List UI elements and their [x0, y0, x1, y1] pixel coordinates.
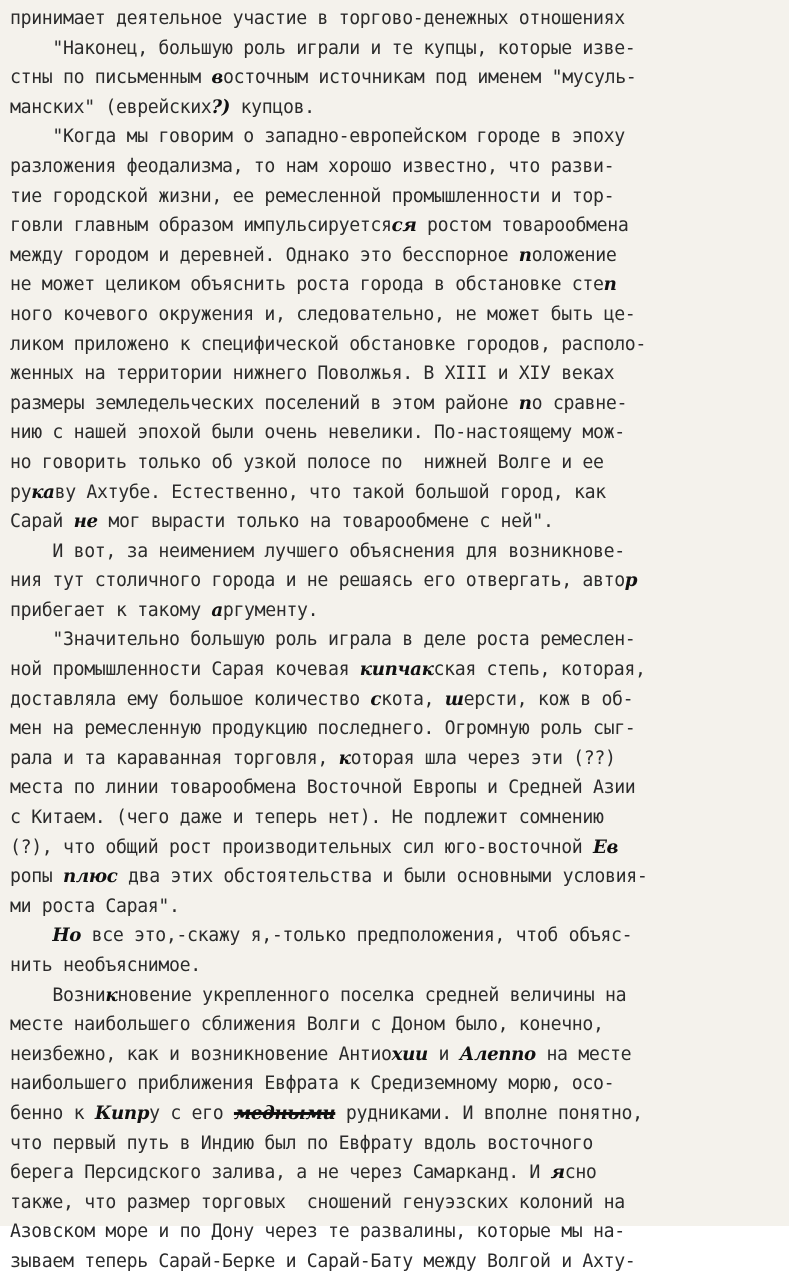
text-line	[10, 300, 785, 330]
typed-text: купцов.	[229, 96, 315, 118]
typed-text: ру	[10, 481, 32, 503]
handwritten-correction: хии	[391, 1043, 428, 1065]
handwritten-correction: Но	[52, 925, 82, 947]
typed-text: ростом товарообмена	[416, 215, 629, 237]
typed-text: говли главным образом импульсируется	[10, 215, 392, 237]
handwritten-correction: Ев	[593, 836, 619, 858]
text-line	[10, 537, 785, 567]
typed-text: сно	[564, 1162, 597, 1184]
text-line	[10, 892, 785, 922]
text-line	[10, 862, 785, 892]
typed-text: о сравне-	[531, 392, 628, 414]
text-line	[10, 803, 785, 833]
typed-text: и	[427, 1043, 460, 1065]
handwritten-correction: в	[211, 67, 224, 89]
text-line	[10, 744, 785, 774]
text-line	[10, 418, 785, 448]
handwritten-correction: ка	[31, 481, 55, 503]
text-line	[10, 478, 785, 508]
text-line	[10, 1188, 785, 1218]
typed-text: что первый путь в Индию был по Евфрату вдоль восточного	[10, 1132, 593, 1154]
typed-text: зываем теперь Сарай-Берке и Сарай-Бату между Волгой и Ахту-	[10, 1250, 636, 1272]
typed-text: (?), что общий рост производительных сил юго-восточной	[10, 836, 593, 858]
text-line	[10, 1010, 785, 1040]
typed-text: оторая шла через эти (??)	[350, 747, 616, 769]
text-line	[10, 981, 785, 1011]
typed-text: доставляла ему большое количество	[10, 688, 371, 710]
typed-text: ская степь, которая,	[433, 659, 646, 681]
text-line	[10, 773, 785, 803]
typed-text: ми роста Сарая".	[10, 895, 180, 917]
text-line	[10, 93, 785, 123]
typed-text: осточным источникам под именем "мусуль-	[223, 67, 637, 89]
typed-text: места по линии товарообмена Восточной Европы и Средней Азии	[10, 777, 636, 799]
handwritten-correction: п	[603, 274, 617, 296]
typed-text: рала и та караванная торговля,	[10, 747, 339, 769]
typed-text: "Наконец, большую роль играли и те купцы, которые изве-	[10, 37, 636, 59]
typed-text: оложение	[531, 244, 617, 266]
handwritten-correction: с	[370, 688, 382, 710]
text-line	[10, 1069, 785, 1099]
handwritten-correction: Кипр	[94, 1102, 150, 1124]
handwritten-correction: р	[624, 570, 638, 592]
typed-text: Возни	[10, 984, 106, 1006]
text-line	[10, 241, 785, 271]
typed-text: кота,	[381, 688, 445, 710]
handwritten-correction: п	[518, 392, 532, 414]
text-line	[10, 1217, 785, 1247]
text-line	[10, 921, 785, 951]
text-line	[10, 655, 785, 685]
text-line	[10, 4, 785, 34]
text-line	[10, 951, 785, 981]
typed-text: два этих обстоятельства и были основными условия-	[117, 866, 648, 888]
text-line	[10, 507, 785, 537]
handwritten-correction: п	[518, 244, 532, 266]
typed-text: нить необъяснимое.	[10, 955, 201, 976]
handwritten-correction: к	[105, 984, 118, 1006]
handwritten-correction: я	[550, 1162, 565, 1184]
typed-text: не может целиком объяснить роста города в обстановке сте	[10, 274, 604, 296]
typed-text: на месте	[535, 1043, 632, 1065]
typed-text: мен на ремесленную продукцию последнего. Огромную роль сыг-	[10, 718, 636, 740]
text-line	[10, 389, 785, 419]
text-line	[10, 596, 785, 626]
text-line	[10, 182, 785, 212]
typed-text: стны по письменным	[10, 67, 212, 89]
text-line	[10, 566, 785, 596]
text-line	[10, 152, 785, 182]
typed-text: с Китаем. (чего даже и теперь нет). Не подлежит сомнению	[10, 807, 604, 829]
typed-text: Сарай	[10, 511, 74, 533]
typed-text: новение укрепленного поселка средней величины на	[117, 984, 627, 1006]
typed-text: неизбежно, как и возникновение Антио	[10, 1043, 392, 1065]
text-line	[10, 270, 785, 300]
typed-text: но говорить только об узкой полосе по нижней Волге и ее	[10, 451, 604, 473]
typed-text: бенно к	[10, 1102, 95, 1124]
handwritten-correction: ?)	[211, 96, 230, 118]
handwritten-correction: плюс	[63, 866, 118, 888]
typed-text: женных на территории нижнего Поволжья. В XIII и XIУ веках	[10, 363, 615, 385]
text-line	[10, 1247, 785, 1277]
handwritten-correction: а	[211, 599, 223, 621]
typed-text: наибольшего приближения Евфрата к Средиземному морю, осо-	[10, 1073, 615, 1095]
typed-text: между городом и деревней. Однако это бесспорное	[10, 244, 519, 266]
text-line	[10, 1040, 785, 1070]
typed-text: Азовском море и по Дону через те развалины, которые мы на-	[10, 1221, 625, 1243]
typed-text: принимает деятельное участие в торгово-денежных отношениях	[10, 8, 625, 29]
typed-text: также, что размер торговых сношений генуэзских колоний на	[10, 1191, 625, 1213]
typed-text: все это,-скажу я,-только предположения, чтоб объяс-	[81, 925, 633, 947]
typed-text: мог вырасти только на товарообмене с ней".	[97, 511, 554, 533]
typed-text: ликом приложено к специфической обстановке городов, располо-	[10, 333, 646, 355]
text-line	[10, 625, 785, 655]
typed-text: ропы	[10, 866, 63, 888]
text-line	[10, 1099, 785, 1129]
typewritten-text	[10, 4, 785, 1277]
text-line	[10, 122, 785, 152]
text-line	[10, 1129, 785, 1159]
typed-text: ву Ахтубе. Естественно, что такой большой город, как	[54, 481, 606, 503]
handwritten-correction: ш	[444, 688, 464, 710]
typed-text: берега Персидского залива, а не через Самарканд. И	[10, 1162, 551, 1184]
handwritten-correction: не	[73, 511, 98, 533]
text-line	[10, 330, 785, 360]
typed-text: ргументу.	[222, 599, 319, 621]
typed-text: И вот, за неимением лучшего объяснения для возникнове-	[10, 540, 625, 562]
handwritten-correction: Алеппо	[459, 1043, 536, 1065]
typed-text: рудниками. И вполне понятно,	[335, 1102, 643, 1124]
handwritten-correction: к	[338, 747, 351, 769]
typed-text: "Значительно большую роль играла в деле роста ремеслен-	[10, 629, 636, 651]
typed-text: "Когда мы говорим о западно-европейском городе в эпоху	[10, 126, 625, 148]
typed-text	[10, 925, 52, 946]
typed-text: манских" (еврейских	[10, 96, 212, 118]
text-line	[10, 714, 785, 744]
typed-text: месте наибольшего сближения Волги с Доном было, конечно,	[10, 1014, 604, 1036]
handwritten-strikethrough: медными	[233, 1102, 336, 1124]
text-line	[10, 34, 785, 64]
text-line	[10, 685, 785, 715]
typed-text: нию с нашей эпохой были очень невелики. По-настоящему мож-	[10, 422, 625, 444]
text-line	[10, 1158, 785, 1188]
typed-text: разложения феодализма, то нам хорошо известно, что разви-	[10, 155, 615, 177]
text-line	[10, 211, 785, 241]
typed-text: ной промышленности Сарая кочевая	[10, 659, 360, 681]
handwritten-correction: кипчак	[359, 659, 434, 681]
text-line	[10, 359, 785, 389]
text-line	[10, 63, 785, 93]
typed-text: ерсти, кож в об-	[463, 688, 634, 710]
typed-text: ния тут столичного города и не решаясь его отвергать, авто	[10, 570, 625, 592]
typed-text: размеры земледельческих поселений в этом районе	[10, 392, 519, 414]
text-line	[10, 833, 785, 863]
typed-text: прибегает к такому	[10, 599, 212, 621]
text-line	[10, 448, 785, 478]
handwritten-correction: ся	[391, 215, 417, 237]
typed-text: у с его	[149, 1102, 234, 1124]
typed-text: ного кочевого окружения и, следовательно, не может быть це-	[10, 303, 636, 325]
typed-text: тие городской жизни, ее ремесленной промышленности и тор-	[10, 185, 615, 207]
